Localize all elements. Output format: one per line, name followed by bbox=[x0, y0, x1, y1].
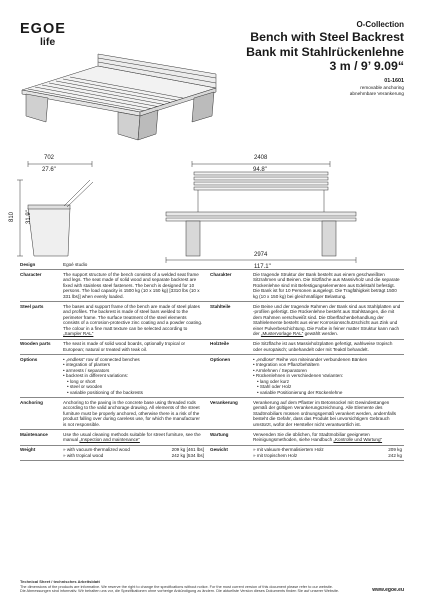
weight-label-en: Weight bbox=[20, 447, 36, 452]
list-subitem: • long or short bbox=[63, 379, 204, 385]
list-item: • Rückenlehnen in verschiedenen Varianten: bbox=[253, 373, 402, 379]
maintenance-text-de: Verwenden Sie die üblichen, für Stadtmobiliar geeigneten Reinigungsmethoden, siehe Handbuch bbox=[253, 431, 370, 442]
front-view bbox=[166, 161, 356, 263]
weight-option-label: » mit tropischem Holz bbox=[253, 452, 298, 458]
row-design bbox=[20, 260, 404, 270]
maintenance-cell-en bbox=[63, 430, 210, 446]
row-wood bbox=[20, 339, 404, 355]
note-de: abnehmbare Verankerung bbox=[349, 90, 404, 96]
brand-name: EGOE bbox=[20, 21, 66, 37]
product-size: 3 m / 9’ 9.09“ bbox=[329, 59, 404, 73]
weight-label-de: Gewicht bbox=[210, 447, 228, 452]
options-cell-de bbox=[253, 355, 404, 398]
list-subitem: • Stahl oder Holz bbox=[253, 384, 402, 390]
footer-heading: Technical Sheet / technisches Arbeitsblatt bbox=[20, 579, 100, 584]
sampler-ral-link[interactable]: „Sampler RAL“ bbox=[63, 331, 94, 336]
anchoring-label-en: Anchoring bbox=[20, 399, 43, 405]
steel-cell-en bbox=[63, 302, 210, 340]
maintenance-text-en: Use the usual cleaning methods suitable for street furniture, see the manual bbox=[63, 431, 201, 442]
product-title-en: Bench with Steel Backrest bbox=[250, 30, 404, 44]
list-item: • Armlehnen / Separatoren bbox=[253, 368, 402, 374]
weight-option-value: 209 kg bbox=[388, 447, 402, 452]
steel-label-en: Steel parts bbox=[20, 303, 44, 309]
list-item: • „endlose“ Reihe von miteinander verbundenen Bänken bbox=[253, 357, 402, 363]
weight-option-value: 209 kg [461 lbs] bbox=[171, 447, 204, 452]
footer bbox=[20, 580, 404, 594]
technical-drawing bbox=[9, 60, 406, 270]
list-item: • „endless“ row of connected benches bbox=[63, 357, 204, 363]
weight-option-value: 242 kg bbox=[388, 452, 402, 458]
weight-option-value: 242 kg [534 lbs] bbox=[171, 452, 204, 458]
options-label-de: Optionen bbox=[210, 356, 231, 362]
steel-text-de-end: gewählt werden. bbox=[303, 331, 339, 336]
steel-text-en: The bases and support frame of the bench are made of steel plates and profiles. The backrest is made of steel bars welded to the perimeter frame. The surface treatment of the steel elements consists of a corrosion-protective zinc coating and a powder coating. The colour in a fine matt texture can be selected according to bbox=[63, 303, 203, 331]
weight-option-label: » with tropical wood bbox=[63, 452, 104, 458]
character-text-de: Die tragende Struktur der Bank besteht aus einem geschweißten Sitzrahmen und Beinen. Die Sitzfläche aus Massivholz und die separate Rückenlehne sind mit Befestigungselementen aus Edelstahl befestigt. Die Bank ist für 10 Personen ausgelegt. Die Tragfähigkeit beträgt 1500 kg (10 x 150 kg) bei gleichmäßiger Belastung. bbox=[253, 271, 400, 299]
weight-option-label: » with vacuum-thermalized wood bbox=[63, 447, 130, 452]
footer-disclaimer-de: Die Abmessungen sind informativ. Wir behalten uns vor, die Spezifikationen ohne vorherige Ankündigung zu ändern. Die aktuellste Version dieses Dokuments finden Sie auf unserer Website. bbox=[20, 589, 339, 594]
steel-text-de: Die Beine und der tragende Rahmen der Bank sind aus Stahlplatten und -profilen gefertigt. Die Rückenlehne besteht aus Stahlstangen, die mit dem Rahmen verschweißt sind. Die Oberflächenbehandlung der Stahlelemente besteht aus einer Korrosionsschutzschicht aus Zink und einer Pulverbeschichtung. Die Farbe in feiner matter Struktur kann nach der bbox=[253, 303, 401, 336]
row-maintenance bbox=[20, 430, 404, 446]
options-label-en: Options bbox=[20, 356, 38, 362]
row-anchoring bbox=[20, 398, 404, 430]
list-subitem: • lang oder kurz bbox=[253, 379, 402, 385]
anchoring-text-en: Anchoring to the paving in the concrete base using threaded rods according to the valid anchorage drawing. All elements of the street furniture must be properly anchored, otherwise there is a risk of the product falling over during careless use, for which the manufacturer is not responsible. bbox=[63, 399, 200, 427]
perspective-view bbox=[22, 54, 216, 140]
list-subitem: • variable Positionierung der Rückenlehne bbox=[253, 390, 402, 396]
brand-logo bbox=[20, 22, 66, 47]
weight-cell-en bbox=[63, 445, 210, 461]
list-item: • integration of planters bbox=[63, 362, 204, 368]
website-link[interactable]: www.egoe.eu bbox=[372, 587, 404, 593]
anchoring-text-de: Verankerung auf dem Pflaster im Betonsockel mit Gewindestangen gemäß der gültigen Verankerungszeichnung. Alle Elemente des Stadtmobiliars müssen ordnungsgemäß verankert werden, andernfalls besteht die Gefahr, dass das Produkt bei unvorsichtigem Gebrauch umstürzt, wofür der Hersteller nicht verantwortlich ist. bbox=[253, 399, 396, 427]
character-label-de: Charakter bbox=[210, 271, 232, 277]
steel-label-de: Stahlteile bbox=[210, 303, 231, 309]
steel-cell-de bbox=[253, 302, 404, 340]
character-text-en: The support structure of the bench consists of a welded seat frame and legs. The seat made of solid wood and separate backrest are fixed with stainless steel fasteners. The bench is designed for 10 persons. The load capacity is 1500 kg (10 x 150 kg) [3310 lbs (10 x 331 lbs)] when evenly loaded. bbox=[63, 271, 200, 299]
dim-side-depth-in: 27.6" bbox=[42, 167, 56, 173]
options-list-de bbox=[253, 357, 402, 396]
list-subitem: • steel or wooden bbox=[63, 384, 204, 390]
design-label: Design bbox=[20, 261, 36, 267]
anchoring-label-de: Verankerung bbox=[210, 399, 238, 405]
inspection-maintenance-link[interactable]: „Inspection and maintenance“ bbox=[79, 437, 140, 442]
dim-seat-length-mm: 2408 bbox=[254, 155, 268, 161]
character-label-en: Character bbox=[20, 271, 42, 277]
weight-row bbox=[63, 453, 204, 459]
wood-label-en: Wooden parts bbox=[20, 341, 51, 346]
row-weight bbox=[20, 445, 404, 461]
options-cell-en bbox=[63, 355, 210, 398]
row-options bbox=[20, 355, 404, 398]
maintenance-label-en: Maintenance bbox=[20, 431, 48, 437]
wood-label-de: Holzteile bbox=[210, 341, 229, 346]
dim-height-in: 31.9" bbox=[26, 210, 32, 224]
note-en: removable anchoring bbox=[360, 84, 404, 90]
row-steel bbox=[20, 302, 404, 340]
list-subitem: • variable positioning of the backrests bbox=[63, 390, 204, 396]
wood-text-de: Die Sitzfläche ist aus Massivholzplatten gefertigt, wahlweise tropisch oder europäisch; unbehandelt oder mit Teaköl behandelt. bbox=[253, 341, 393, 352]
dim-seat-length-in: 94.8" bbox=[253, 167, 267, 173]
weight-row bbox=[253, 453, 402, 459]
maintenance-label-de: Wartung bbox=[210, 431, 229, 437]
weight-option-label: » mit vakuum-thermalisiertem Holz bbox=[253, 447, 324, 452]
kontrolle-wartung-link[interactable]: „Kontrolle und Wartung“ bbox=[333, 437, 383, 442]
dim-total-length-in: 117.1" bbox=[254, 264, 271, 270]
footer-disclaimer-en: The dimensions of the products are informative. We reserve the right to change the specifications without notice. For the most current version of this document please refer to our website. bbox=[20, 584, 333, 589]
product-title-de: Bank mit Stahlrückenlehne bbox=[246, 44, 404, 59]
article-number: 01-1601 bbox=[384, 77, 404, 84]
weight-cell-de bbox=[253, 445, 404, 461]
brand-sub: life bbox=[40, 35, 56, 48]
spec-table bbox=[20, 260, 404, 461]
list-item: • armrests / separators bbox=[63, 368, 204, 374]
design-value: Egoé studio bbox=[63, 261, 88, 267]
dim-total-length-mm: 2974 bbox=[254, 252, 268, 258]
dim-side-depth-mm: 702 bbox=[44, 155, 55, 161]
dim-height-mm: 810 bbox=[9, 211, 15, 222]
list-item: • Integration von Pflanzbehältern bbox=[253, 362, 402, 368]
row-character bbox=[20, 270, 404, 302]
collection-name: O-Collection bbox=[356, 20, 404, 29]
side-view bbox=[17, 161, 93, 256]
list-item: • backrest in different variations: bbox=[63, 373, 204, 379]
mustervorlage-ral-link[interactable]: „Mustervorlage RAL“ bbox=[260, 331, 304, 336]
wood-text-en: The seat is made of solid wood boards, optionally tropical or European; natural or treated with teak oil. bbox=[63, 341, 186, 352]
options-list-en bbox=[63, 357, 204, 396]
maintenance-cell-de bbox=[253, 430, 404, 446]
